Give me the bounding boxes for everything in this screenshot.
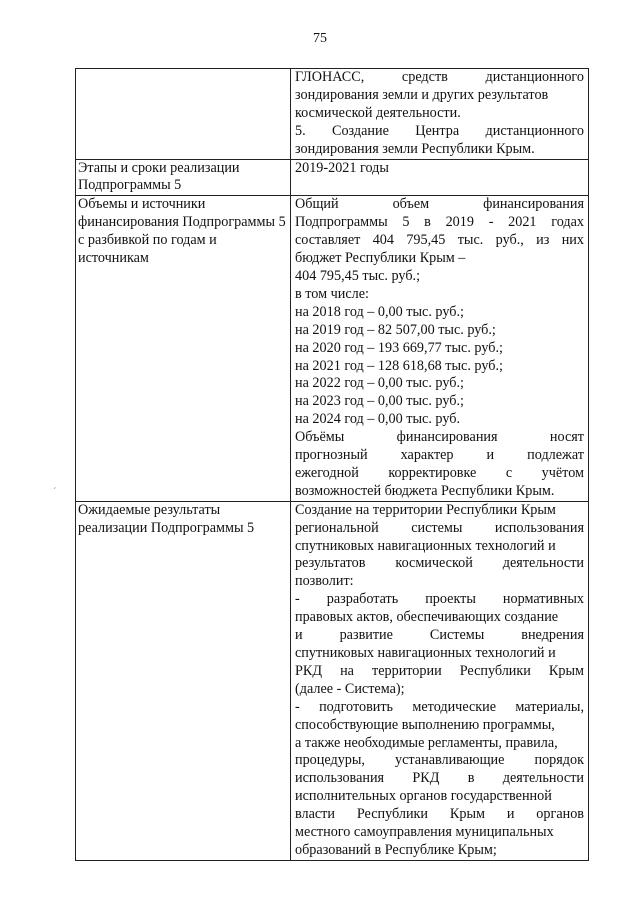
row-value-line: 404 795,45 тыс. руб.; [295,267,421,284]
row-value-line: возможностей бюджета Республики Крым. [295,482,555,499]
row-value-line: зондирования земли Республики Крым. [295,140,535,157]
row-label-line: Ожидаемые результаты [78,501,221,518]
row-value-line: прогнозный характер и подлежат [295,447,584,464]
row-value-line: и развитие Системы внедрения [295,627,584,644]
row-value-line: местного самоуправления муниципальных [295,824,554,841]
row-value-line: спутниковых навигационных технологий и [295,645,556,661]
row-label-line: источникам [78,250,149,267]
row-label-cell [76,69,291,160]
row-value-line: на 2023 год – 0,00 тыс. руб.; [295,393,464,410]
row-value-line: результатов космической деятельности [295,555,584,572]
row-label-cell [76,159,291,196]
row-value-line: правовых актов, обеспечивающих создание [295,609,559,626]
row-label-line: финансирования Подпрограммы 5 [78,214,286,231]
row-value-line: в том числе: [295,285,369,302]
row-value-line: процедуры, устанавливающие порядок [295,752,584,769]
row-value-line: - подготовить методические материалы, [295,698,584,715]
row-value-cell [291,501,589,860]
row-value-line: на 2022 год – 0,00 тыс. руб.; [295,375,464,392]
passport-table [75,68,589,861]
table-row [76,501,589,860]
row-value-cell [291,196,589,501]
row-value-line: составляет 404 795,45 тыс. руб., из них [295,232,584,249]
row-value-line: на 2018 год – 0,00 тыс. руб.; [295,303,464,320]
row-value-line: позволит: [295,573,354,590]
row-value-line: - разработать проекты нормативных [295,591,584,608]
row-label-line: реализации Подпрограммы 5 [78,519,255,536]
row-value-line: ГЛОНАСС, средств дистанционного [295,69,584,85]
row-value-cell [291,69,589,160]
row-value-line: РКД на территории Республики Крым [295,662,584,679]
row-label-line: Этапы и сроки реализации [78,159,240,176]
page-number: 75 [313,31,327,46]
row-value-line: на 2021 год – 128 618,68 тыс. руб.; [295,357,503,374]
row-value-line: спутниковых навигационных технологий и [295,537,556,554]
table-row [76,159,589,196]
table-row [76,69,589,160]
row-label-line: Подпрограммы 5 [78,177,182,194]
row-value-line: бюджет Республики Крым – [295,250,466,267]
row-value-line: Объёмы финансирования носят [295,429,584,446]
row-value-line: Подпрограммы 5 в 2019 - 2021 годах [295,214,584,231]
row-value-line: власти Республики Крым и органов [295,806,584,823]
row-value-line: на 2019 год – 82 507,00 тыс. руб.; [295,321,496,338]
row-value-line: использования РКД в деятельности [295,770,584,787]
margin-mark: ´ [53,487,57,498]
row-value-line: космической деятельности. [295,104,461,121]
row-label-line: Объемы и источники [78,196,206,213]
row-value-line: 2019-2021 годы [295,159,389,176]
row-value-line: 5. Создание Центра дистанционного [295,122,584,139]
row-value-line: региональной системы использования [295,519,584,536]
row-value-line: способствующие выполнению программы, [295,716,555,733]
row-value-line: Общий объем финансирования [295,196,584,213]
row-value-line: на 2020 год – 193 669,77 тыс. руб.; [295,339,503,356]
row-label-cell [76,501,291,860]
row-value-line: образований в Республике Крым; [295,841,497,858]
row-value-line: а также необходимые регламенты, правила, [295,734,558,751]
row-value-line: на 2024 год – 0,00 тыс. руб. [295,411,460,428]
passport-table-body [76,69,589,861]
row-value-line: исполнительных органов государственной [295,788,552,805]
row-value-cell [291,159,589,196]
row-value-line: зондирования земли и других результатов [295,86,549,103]
row-label-line: с разбивкой по годам и [78,232,217,249]
row-label-cell [76,196,291,501]
row-value-line: Создание на территории Республики Крым [295,501,556,518]
row-value-line: (далее - Система); [295,680,405,697]
row-value-line: ежегодной корректировке с учётом [295,464,584,481]
table-row [76,196,589,501]
